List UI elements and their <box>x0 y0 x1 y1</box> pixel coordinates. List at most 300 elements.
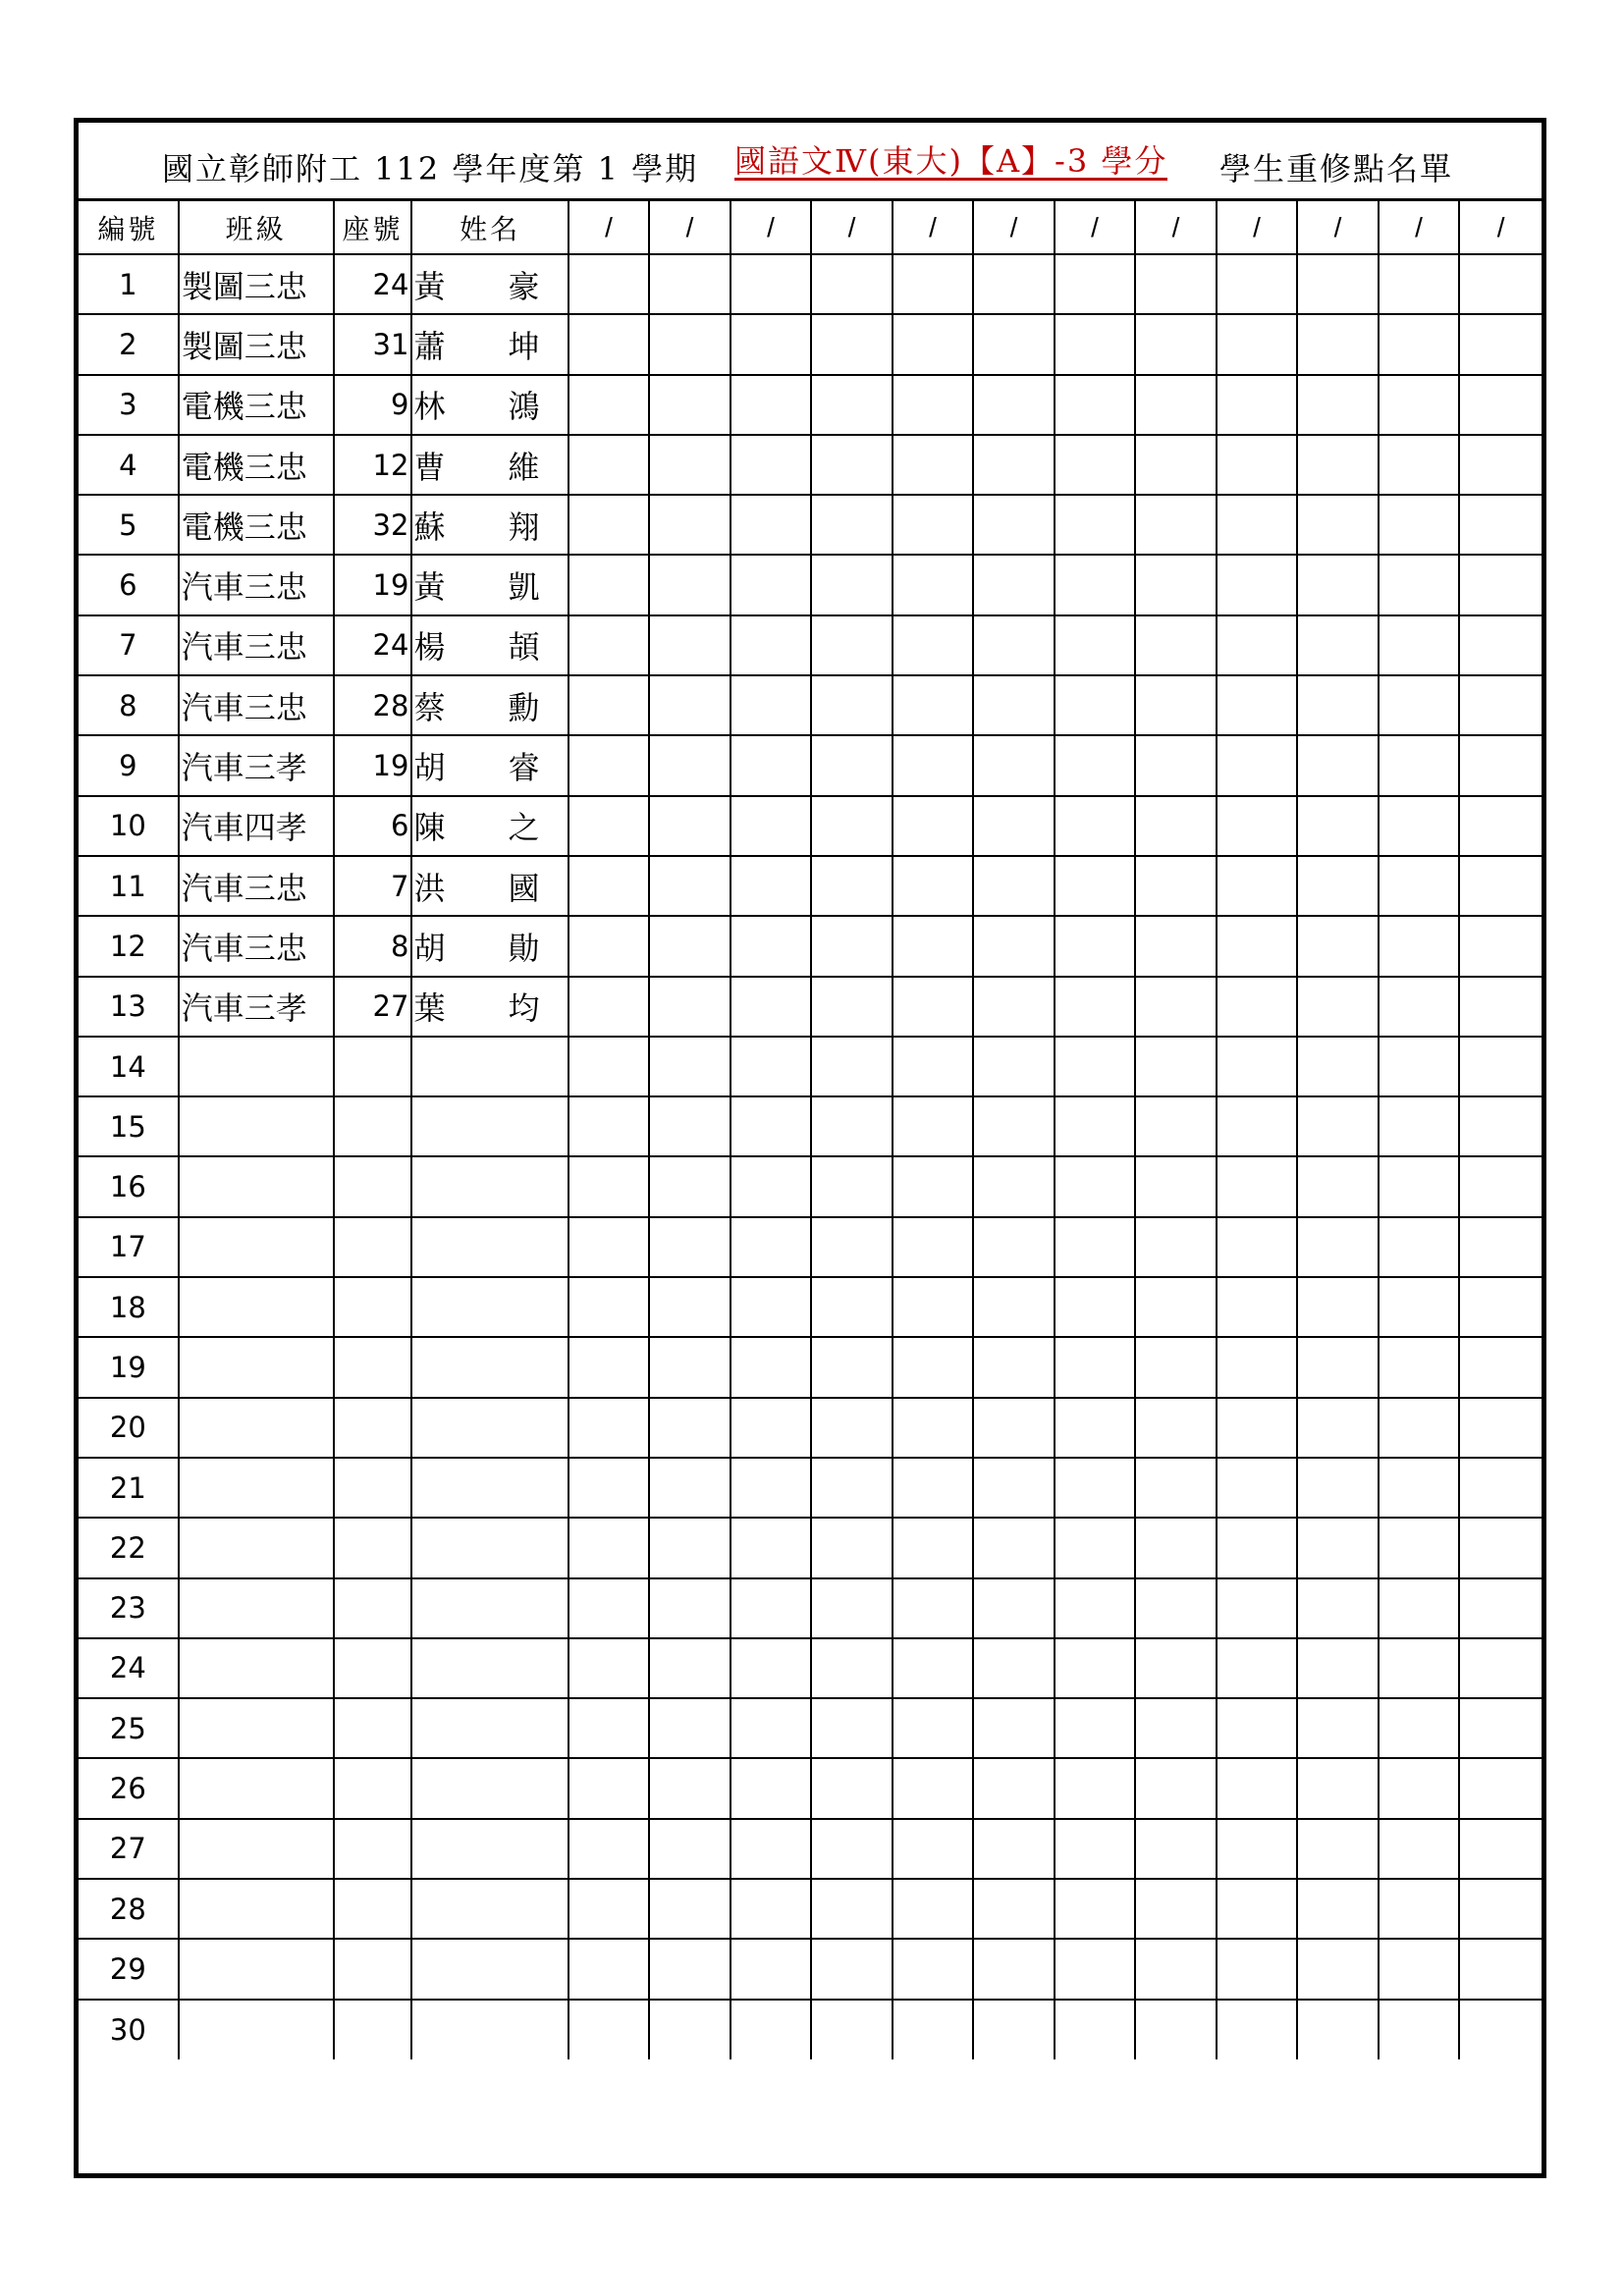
attendance-cell <box>1379 615 1460 675</box>
attendance-cell <box>1217 435 1298 495</box>
header-no: 編號 <box>79 201 179 254</box>
seat-cell <box>334 1879 412 1939</box>
row-number: 14 <box>79 1037 179 1096</box>
attendance-cell <box>1055 1518 1136 1577</box>
attendance-cell <box>973 1277 1055 1337</box>
attendance-cell <box>973 1156 1055 1216</box>
row-number: 1 <box>79 254 179 314</box>
row-number: 18 <box>79 1277 179 1337</box>
attendance-cell <box>731 375 812 435</box>
attendance-cell <box>973 675 1055 735</box>
attendance-cell <box>811 675 893 735</box>
attendance-cell <box>1297 796 1379 856</box>
header-date-11: / <box>1379 201 1460 254</box>
attendance-cell <box>1055 1277 1136 1337</box>
attendance-cell <box>973 1578 1055 1638</box>
attendance-cell <box>1055 1698 1136 1758</box>
attendance-cell <box>1055 796 1136 856</box>
attendance-cell <box>893 435 974 495</box>
attendance-cell <box>568 1758 650 1818</box>
table-row <box>79 675 1542 735</box>
seat-cell <box>334 1939 412 1999</box>
attendance-cell <box>731 1939 812 1999</box>
attendance-cell <box>811 1698 893 1758</box>
attendance-cell <box>1135 1337 1217 1397</box>
attendance-cell <box>893 1337 974 1397</box>
attendance-cell <box>1379 435 1460 495</box>
attendance-cell <box>973 1939 1055 1999</box>
row-number: 27 <box>79 1819 179 1879</box>
name-cell <box>411 1398 568 1458</box>
attendance-cell <box>1459 1939 1542 1999</box>
name-cell <box>411 1819 568 1879</box>
attendance-cell <box>811 1939 893 1999</box>
class-cell: 汽車三孝 <box>179 735 334 795</box>
attendance-cell <box>649 1758 731 1818</box>
attendance-cell <box>1459 495 1542 555</box>
surname-cell: 蕭 <box>411 314 480 374</box>
class-cell <box>179 1337 334 1397</box>
attendance-cell <box>973 1458 1055 1518</box>
class-cell <box>179 1398 334 1458</box>
attendance-cell <box>1135 495 1217 555</box>
attendance-cell <box>1297 1337 1379 1397</box>
attendance-cell <box>731 1037 812 1096</box>
name-cell <box>411 1939 568 1999</box>
table-row <box>79 796 1542 856</box>
header-name: 姓名 <box>411 201 568 254</box>
attendance-cell <box>973 977 1055 1037</box>
given-name-cell: 翔 <box>480 495 568 555</box>
given-name-cell: 勳 <box>480 675 568 735</box>
attendance-cell <box>731 796 812 856</box>
attendance-cell <box>1135 1819 1217 1879</box>
row-number: 16 <box>79 1156 179 1216</box>
attendance-cell <box>973 735 1055 795</box>
attendance-cell <box>1055 254 1136 314</box>
surname-cell: 陳 <box>411 796 480 856</box>
header-date-4: / <box>811 201 893 254</box>
row-number: 13 <box>79 977 179 1037</box>
attendance-cell <box>1135 2000 1217 2059</box>
attendance-cell <box>893 675 974 735</box>
table-row <box>79 495 1542 555</box>
attendance-cell <box>568 1277 650 1337</box>
attendance-cell <box>973 1758 1055 1818</box>
attendance-cell <box>1297 1277 1379 1337</box>
row-number: 17 <box>79 1217 179 1277</box>
attendance-cell <box>1459 735 1542 795</box>
attendance-cell <box>649 1217 731 1277</box>
attendance-cell <box>568 1578 650 1638</box>
seat-cell <box>334 1096 412 1156</box>
table-row <box>79 1217 1542 1277</box>
attendance-cell <box>568 675 650 735</box>
row-number: 2 <box>79 314 179 374</box>
class-cell <box>179 1819 334 1879</box>
attendance-cell <box>1055 1458 1136 1518</box>
attendance-cell <box>1379 1638 1460 1698</box>
attendance-cell <box>731 1518 812 1577</box>
attendance-cell <box>1459 1518 1542 1577</box>
class-cell <box>179 1458 334 1518</box>
attendance-cell <box>893 2000 974 2059</box>
attendance-cell <box>1379 977 1460 1037</box>
row-number: 20 <box>79 1398 179 1458</box>
attendance-cell <box>1055 2000 1136 2059</box>
seat-cell: 6 <box>334 796 412 856</box>
attendance-cell <box>1459 1096 1542 1156</box>
attendance-cell <box>1055 1578 1136 1638</box>
attendance-cell <box>1217 1156 1298 1216</box>
attendance-cell <box>1297 1398 1379 1458</box>
attendance-cell <box>1459 1037 1542 1096</box>
attendance-cell <box>1217 1277 1298 1337</box>
seat-cell <box>334 1398 412 1458</box>
class-cell <box>179 1277 334 1337</box>
attendance-cell <box>1379 1217 1460 1277</box>
class-cell: 電機三忠 <box>179 495 334 555</box>
given-name-cell: 睿 <box>480 735 568 795</box>
surname-cell: 葉 <box>411 977 480 1037</box>
name-cell <box>411 1758 568 1818</box>
attendance-cell <box>731 1698 812 1758</box>
seat-cell <box>334 1638 412 1698</box>
attendance-cell <box>811 735 893 795</box>
name-cell <box>411 1458 568 1518</box>
row-number: 29 <box>79 1939 179 1999</box>
attendance-cell <box>1055 1037 1136 1096</box>
attendance-cell <box>731 675 812 735</box>
row-number: 11 <box>79 856 179 916</box>
class-cell <box>179 1217 334 1277</box>
seat-cell <box>334 2000 412 2059</box>
attendance-cell <box>811 1578 893 1638</box>
attendance-cell <box>1135 314 1217 374</box>
attendance-cell <box>1459 1698 1542 1758</box>
header-class: 班級 <box>179 201 334 254</box>
attendance-cell <box>1217 1337 1298 1397</box>
row-number: 21 <box>79 1458 179 1518</box>
row-number: 22 <box>79 1518 179 1577</box>
seat-cell <box>334 1518 412 1577</box>
table-row <box>79 254 1542 314</box>
name-cell <box>411 1037 568 1096</box>
row-number: 7 <box>79 615 179 675</box>
attendance-cell <box>1379 856 1460 916</box>
attendance-cell <box>1297 1037 1379 1096</box>
attendance-cell <box>1135 1156 1217 1216</box>
name-cell <box>411 1156 568 1216</box>
attendance-cell <box>973 1037 1055 1096</box>
attendance-cell <box>1297 2000 1379 2059</box>
attendance-cell <box>1379 1879 1460 1939</box>
seat-cell <box>334 1578 412 1638</box>
attendance-cell <box>1379 1156 1460 1216</box>
surname-cell: 黃 <box>411 555 480 614</box>
attendance-cell <box>649 1337 731 1397</box>
seat-cell <box>334 1698 412 1758</box>
attendance-cell <box>1135 1458 1217 1518</box>
seat-cell <box>334 1337 412 1397</box>
attendance-cell <box>811 1819 893 1879</box>
table-row <box>79 1879 1542 1939</box>
attendance-cell <box>1379 314 1460 374</box>
attendance-cell <box>1459 615 1542 675</box>
attendance-cell <box>1379 796 1460 856</box>
attendance-cell <box>649 615 731 675</box>
attendance-cell <box>1459 675 1542 735</box>
header-date-9: / <box>1217 201 1298 254</box>
attendance-cell <box>1217 314 1298 374</box>
attendance-cell <box>1379 1578 1460 1638</box>
attendance-cell <box>649 1037 731 1096</box>
class-cell: 製圖三忠 <box>179 314 334 374</box>
attendance-cell <box>893 1277 974 1337</box>
attendance-cell <box>1055 1096 1136 1156</box>
row-number: 8 <box>79 675 179 735</box>
attendance-cell <box>1135 675 1217 735</box>
attendance-cell <box>893 1879 974 1939</box>
attendance-cell <box>1135 977 1217 1037</box>
attendance-cell <box>1055 1337 1136 1397</box>
attendance-cell <box>811 1277 893 1337</box>
attendance-cell <box>1379 1819 1460 1879</box>
attendance-cell <box>1379 1758 1460 1818</box>
class-cell: 汽車三忠 <box>179 856 334 916</box>
class-cell <box>179 1879 334 1939</box>
given-name-cell: 豪 <box>480 254 568 314</box>
attendance-cell <box>1217 1096 1298 1156</box>
class-cell <box>179 1939 334 1999</box>
attendance-cell <box>568 856 650 916</box>
class-cell: 製圖三忠 <box>179 254 334 314</box>
seat-cell <box>334 1458 412 1518</box>
name-cell <box>411 1337 568 1397</box>
header-date-1: / <box>568 201 650 254</box>
surname-cell: 楊 <box>411 615 480 675</box>
attendance-cell <box>1217 735 1298 795</box>
attendance-cell <box>1055 1758 1136 1818</box>
title-course: 國語文Ⅳ(東大)【A】-3 學分 <box>734 142 1168 180</box>
attendance-cell <box>568 1156 650 1216</box>
attendance-cell <box>649 1638 731 1698</box>
attendance-cell <box>1055 375 1136 435</box>
attendance-cell <box>1055 1156 1136 1216</box>
attendance-cell <box>893 1037 974 1096</box>
attendance-cell <box>1217 495 1298 555</box>
attendance-cell <box>1379 1698 1460 1758</box>
attendance-cell <box>893 1638 974 1698</box>
attendance-cell <box>1297 1156 1379 1216</box>
attendance-cell <box>1297 1819 1379 1879</box>
attendance-cell <box>973 495 1055 555</box>
attendance-cell <box>893 254 974 314</box>
seat-cell <box>334 1156 412 1216</box>
attendance-cell <box>568 1037 650 1096</box>
attendance-cell <box>568 916 650 976</box>
attendance-cell <box>1459 2000 1542 2059</box>
attendance-cell <box>1135 1879 1217 1939</box>
attendance-cell <box>649 1879 731 1939</box>
attendance-cell <box>649 375 731 435</box>
attendance-cell <box>1135 1217 1217 1277</box>
attendance-cell <box>731 1578 812 1638</box>
attendance-cell <box>1055 1819 1136 1879</box>
attendance-cell <box>1135 1758 1217 1818</box>
attendance-cell <box>811 796 893 856</box>
attendance-cell <box>811 555 893 614</box>
seat-cell <box>334 1037 412 1096</box>
table-row <box>79 1638 1542 1698</box>
table-row <box>79 856 1542 916</box>
table-row <box>79 1037 1542 1096</box>
attendance-cell <box>1055 435 1136 495</box>
attendance-cell <box>1459 1217 1542 1277</box>
row-number: 6 <box>79 555 179 614</box>
surname-cell: 蔡 <box>411 675 480 735</box>
attendance-cell <box>1459 796 1542 856</box>
attendance-cell <box>893 495 974 555</box>
seat-cell <box>334 1819 412 1879</box>
table-row <box>79 735 1542 795</box>
attendance-cell <box>649 977 731 1037</box>
attendance-cell <box>1379 2000 1460 2059</box>
attendance-cell <box>811 1337 893 1397</box>
attendance-cell <box>1459 1458 1542 1518</box>
attendance-cell <box>811 1638 893 1698</box>
attendance-cell <box>1459 977 1542 1037</box>
attendance-cell <box>568 254 650 314</box>
attendance-cell <box>1379 1518 1460 1577</box>
attendance-cell <box>1459 1277 1542 1337</box>
attendance-cell <box>1379 555 1460 614</box>
attendance-cell <box>893 916 974 976</box>
attendance-cell <box>1297 1217 1379 1277</box>
attendance-cell <box>893 1156 974 1216</box>
class-cell <box>179 1638 334 1698</box>
attendance-cell <box>1217 796 1298 856</box>
attendance-cell <box>1217 977 1298 1037</box>
attendance-cell <box>1217 1217 1298 1277</box>
attendance-cell <box>973 1819 1055 1879</box>
attendance-cell <box>1135 735 1217 795</box>
attendance-cell <box>649 1277 731 1337</box>
row-number: 23 <box>79 1578 179 1638</box>
table-row <box>79 977 1542 1037</box>
attendance-cell <box>1135 1096 1217 1156</box>
attendance-cell <box>1297 615 1379 675</box>
attendance-cell <box>1297 1578 1379 1638</box>
attendance-cell <box>1297 495 1379 555</box>
attendance-cell <box>1379 254 1460 314</box>
attendance-cell <box>731 916 812 976</box>
attendance-cell <box>649 1458 731 1518</box>
table-row <box>79 615 1542 675</box>
attendance-cell <box>1217 254 1298 314</box>
class-cell: 汽車三忠 <box>179 615 334 675</box>
class-cell <box>179 1698 334 1758</box>
attendance-cell <box>973 1518 1055 1577</box>
attendance-cell <box>811 2000 893 2059</box>
attendance-cell <box>1217 615 1298 675</box>
seat-cell: 31 <box>334 314 412 374</box>
attendance-cell <box>811 856 893 916</box>
name-cell <box>411 1879 568 1939</box>
attendance-cell <box>731 435 812 495</box>
attendance-cell <box>1297 1518 1379 1577</box>
table-row <box>79 1578 1542 1638</box>
attendance-cell <box>1459 1638 1542 1698</box>
attendance-cell <box>568 555 650 614</box>
attendance-cell <box>649 435 731 495</box>
attendance-cell <box>1217 916 1298 976</box>
seat-cell <box>334 1277 412 1337</box>
attendance-cell <box>1379 675 1460 735</box>
surname-cell: 洪 <box>411 856 480 916</box>
attendance-cell <box>973 375 1055 435</box>
attendance-cell <box>893 1939 974 1999</box>
attendance-cell <box>893 375 974 435</box>
row-number: 19 <box>79 1337 179 1397</box>
given-name-cell: 均 <box>480 977 568 1037</box>
attendance-cell <box>973 314 1055 374</box>
attendance-cell <box>1217 1638 1298 1698</box>
given-name-cell: 鴻 <box>480 375 568 435</box>
class-cell: 電機三忠 <box>179 375 334 435</box>
attendance-cell <box>568 1096 650 1156</box>
row-number: 5 <box>79 495 179 555</box>
seat-cell: 28 <box>334 675 412 735</box>
attendance-cell <box>1459 435 1542 495</box>
attendance-cell <box>568 1698 650 1758</box>
attendance-cell <box>811 916 893 976</box>
attendance-cell <box>1217 1518 1298 1577</box>
attendance-cell <box>1055 1638 1136 1698</box>
class-cell <box>179 1518 334 1577</box>
attendance-cell <box>973 615 1055 675</box>
class-cell: 汽車三忠 <box>179 916 334 976</box>
attendance-cell <box>1459 1337 1542 1397</box>
table-row <box>79 1337 1542 1397</box>
attendance-cell <box>973 916 1055 976</box>
attendance-cell <box>1217 1698 1298 1758</box>
row-number: 12 <box>79 916 179 976</box>
attendance-cell <box>1135 555 1217 614</box>
title-suffix: 學生重修點名單 <box>1219 150 1454 187</box>
name-cell <box>411 1217 568 1277</box>
attendance-cell <box>1135 254 1217 314</box>
seat-cell: 24 <box>334 615 412 675</box>
attendance-cell <box>731 1217 812 1277</box>
header-date-8: / <box>1135 201 1217 254</box>
attendance-cell <box>1379 1458 1460 1518</box>
attendance-cell <box>893 1398 974 1458</box>
attendance-cell <box>811 1758 893 1818</box>
attendance-cell <box>1379 1337 1460 1397</box>
seat-cell: 27 <box>334 977 412 1037</box>
attendance-cell <box>973 555 1055 614</box>
attendance-cell <box>811 1037 893 1096</box>
attendance-cell <box>1297 555 1379 614</box>
class-cell <box>179 1578 334 1638</box>
attendance-cell <box>893 1458 974 1518</box>
class-cell: 汽車三忠 <box>179 555 334 614</box>
attendance-cell <box>1379 1398 1460 1458</box>
attendance-cell <box>893 735 974 795</box>
attendance-cell <box>1217 375 1298 435</box>
attendance-cell <box>1135 1518 1217 1577</box>
